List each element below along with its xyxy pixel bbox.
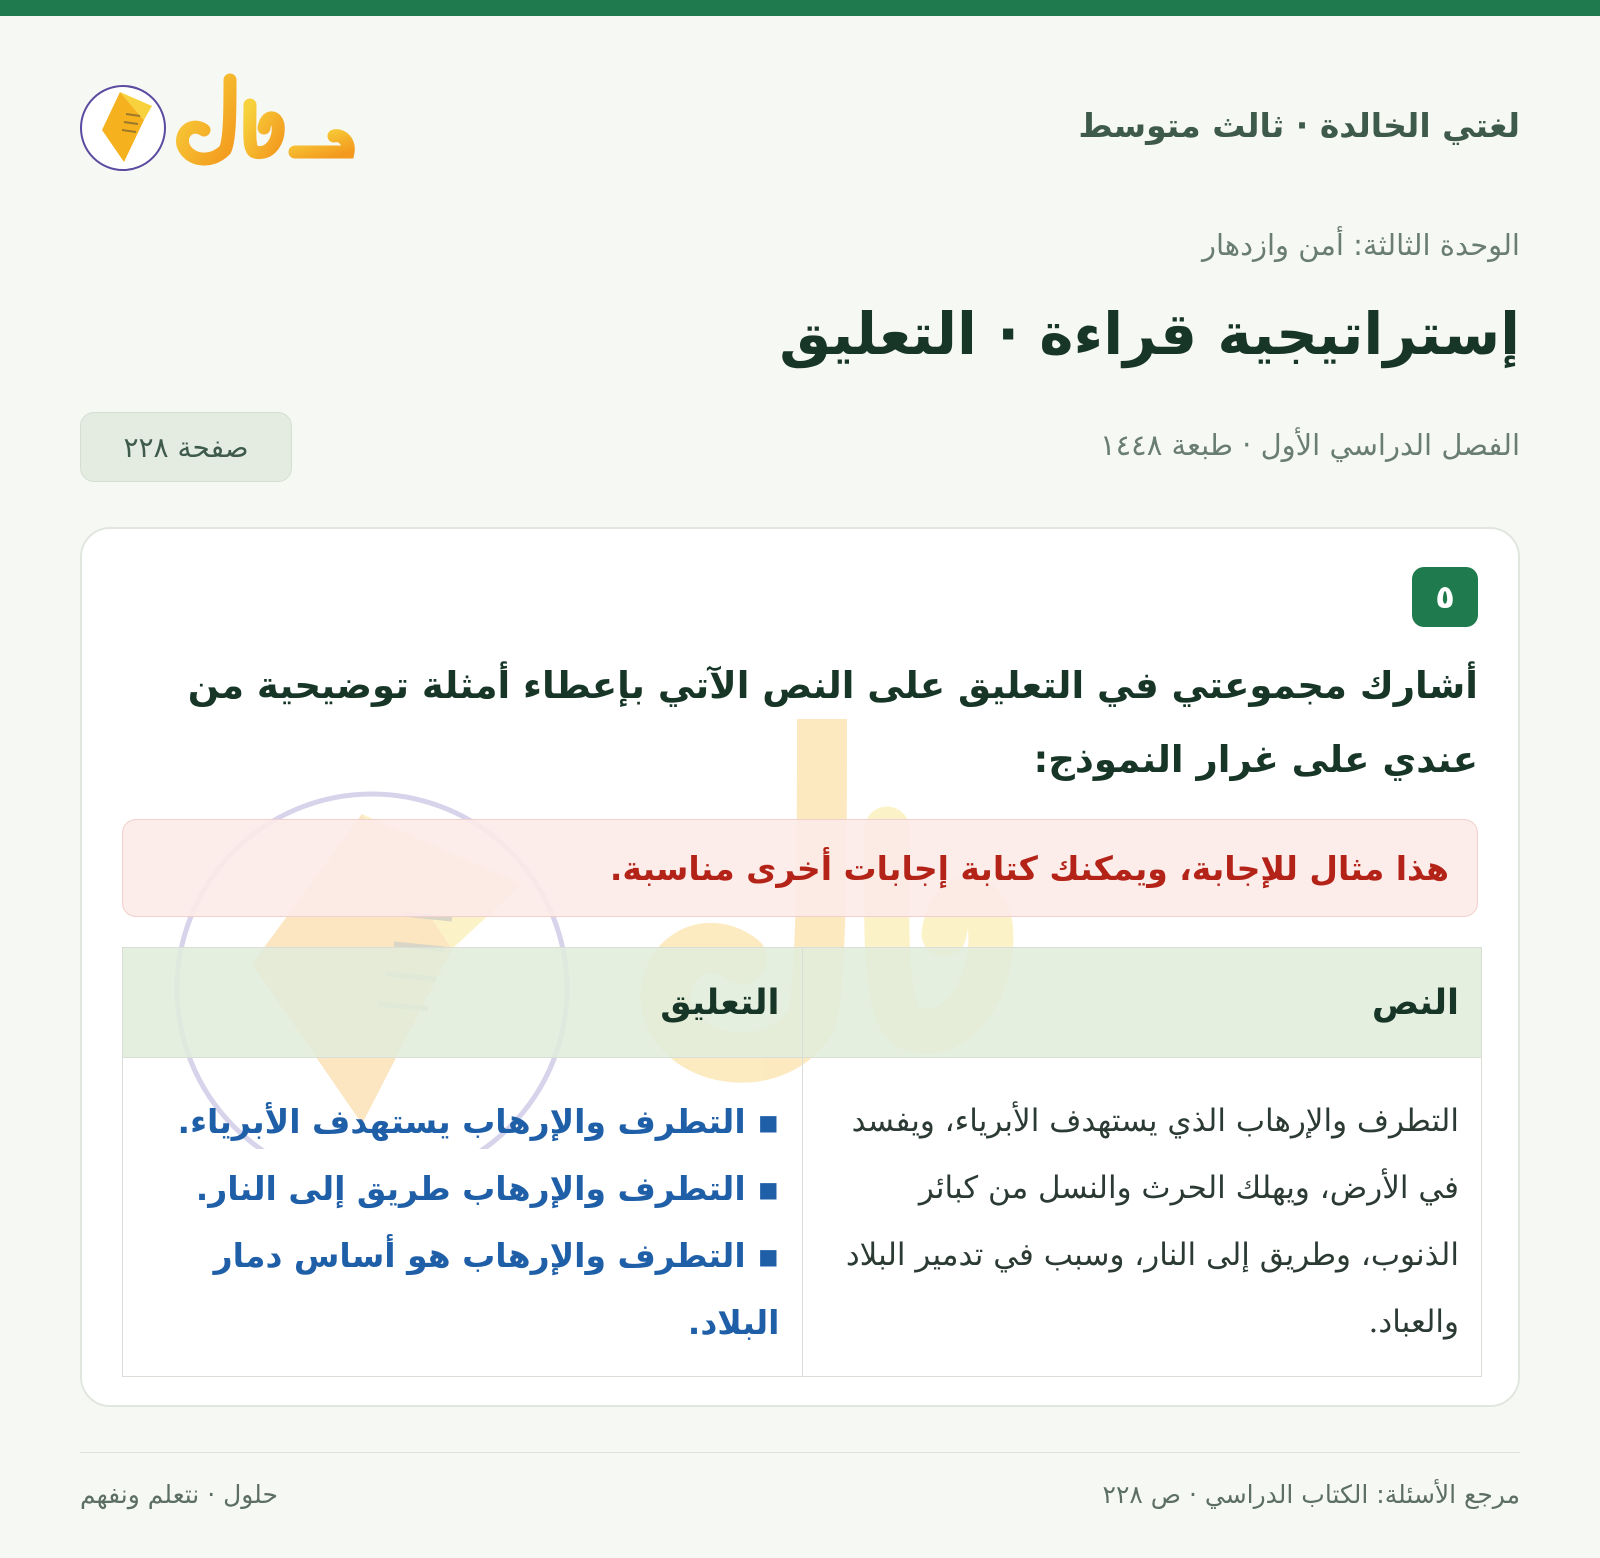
- footer-reference: مرجع الأسئلة: الكتاب الدراسي · ص ٢٢٨: [1102, 1480, 1520, 1509]
- footer-divider: [80, 1452, 1520, 1453]
- top-accent-bar: [0, 0, 1600, 16]
- brand-logo[interactable]: [80, 70, 360, 180]
- semester-label: الفصل الدراسي الأول · طبعة ١٤٤٨: [1100, 428, 1520, 462]
- question-card: [80, 527, 1520, 1407]
- question-prompt: أشارك مجموعتي في التعليق على النص الآتي بإعطاء أمثلة توضيحية من عندي على غرار النموذج:: [187, 664, 1478, 781]
- page-number-chip: صفحة ٢٢٨: [80, 412, 292, 482]
- source-text-cell: التطرف والإرهاب الذي يستهدف الأبرياء، ويفسد في الأرض، ويهلك الحرث والنسل من كبائر الذنوب، وطريق إلى النار، وسبب في تدمير البلاد والعباد.: [802, 1058, 1482, 1377]
- header-comment: التعليق: [123, 948, 803, 1058]
- table-row: [123, 1058, 1482, 1377]
- unit-label: الوحدة الثالثة: أمن وازدهار: [1201, 228, 1520, 262]
- comment-item: ▪ التطرف والإرهاب هو أساس دمار البلاد.: [145, 1222, 780, 1356]
- subject-title: لغتي الخالدة · ثالث متوسط: [1078, 106, 1520, 145]
- answer-note: [122, 819, 1478, 917]
- footer-tagline: حلول · نتعلم ونفهم: [80, 1480, 278, 1509]
- comment-cell: [123, 1058, 803, 1377]
- header-text: النص: [802, 948, 1482, 1058]
- page-header: [80, 70, 1520, 180]
- comment-item: ▪ التطرف والإرهاب يستهدف الأبرياء.: [145, 1088, 780, 1155]
- brand-logo-icon: [80, 70, 360, 180]
- table-header-row: [123, 948, 1482, 1058]
- answer-table: [122, 947, 1482, 1377]
- question-number-badge: ٥: [1412, 567, 1478, 627]
- page-title: إستراتيجية قراءة · التعليق: [779, 300, 1520, 368]
- comment-list: [145, 1088, 780, 1356]
- answer-note-text: هذا مثال للإجابة، ويمكنك كتابة إجابات أخرى مناسبة.: [609, 848, 1449, 888]
- comment-item: ▪ التطرف والإرهاب طريق إلى النار.: [145, 1155, 780, 1222]
